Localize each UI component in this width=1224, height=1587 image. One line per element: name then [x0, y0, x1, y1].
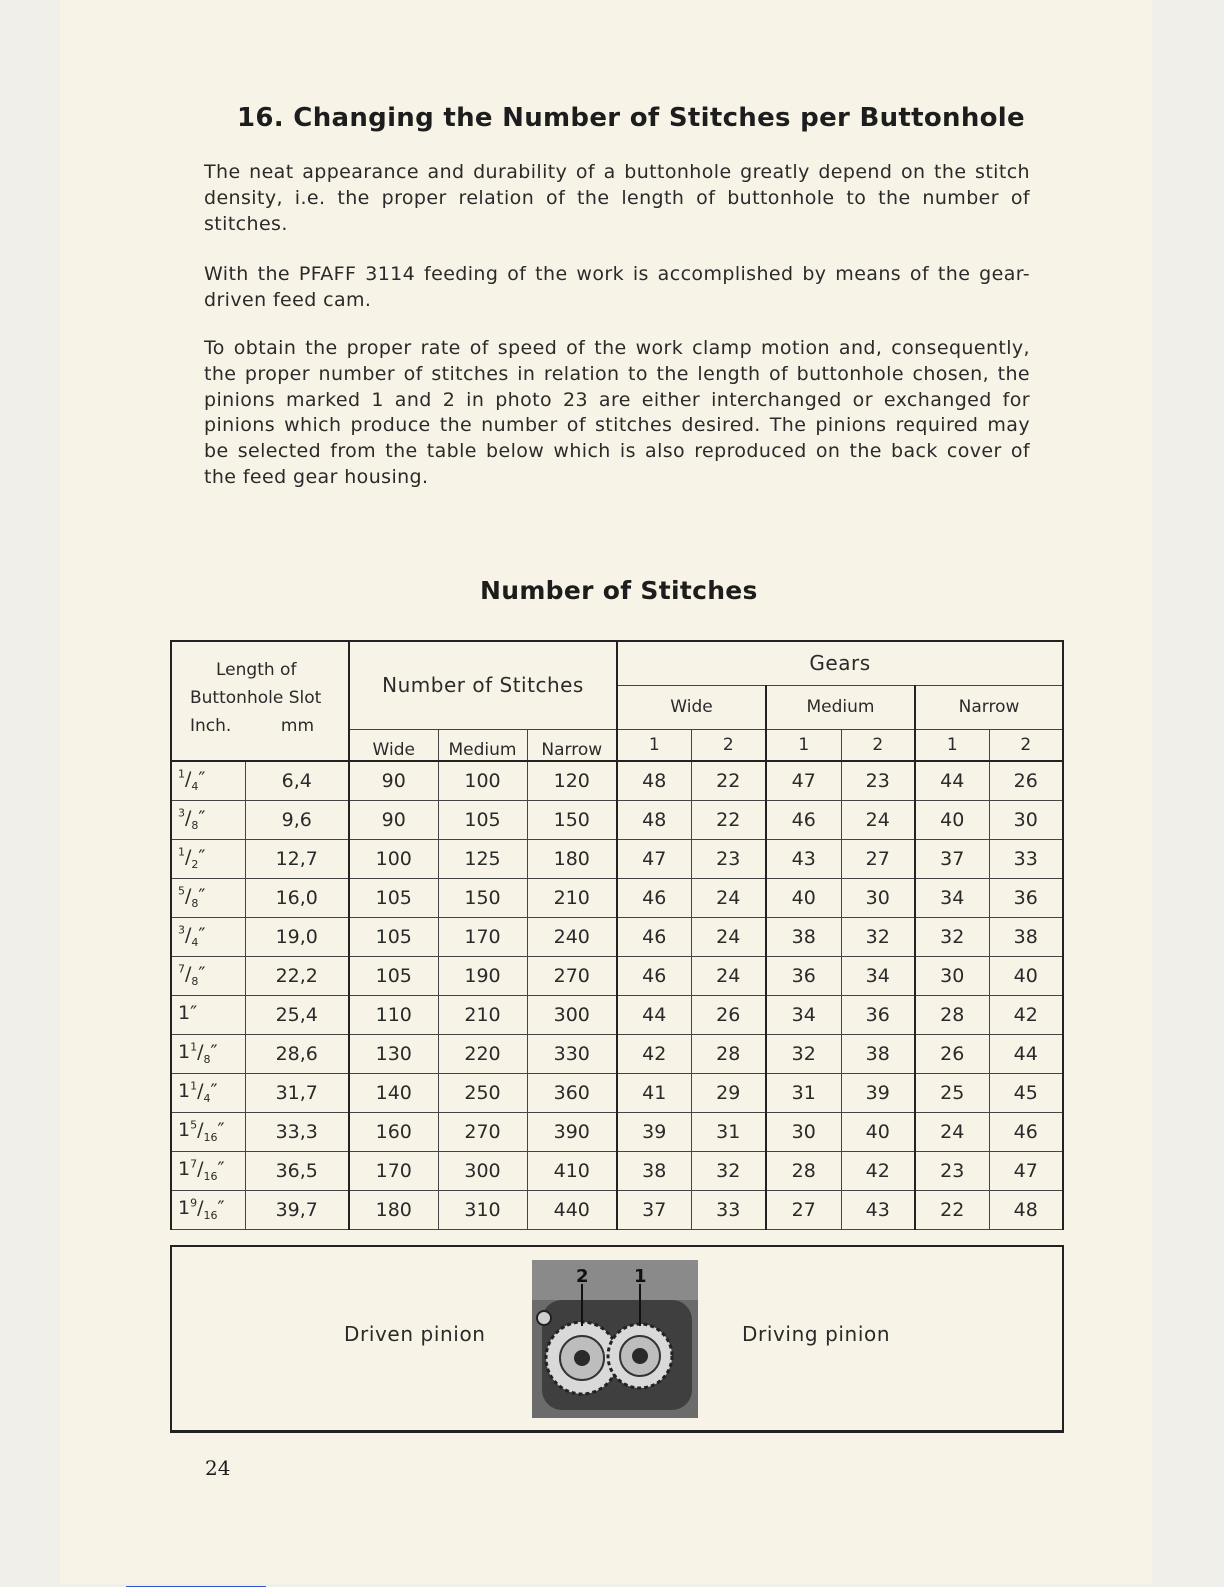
mm-cell: 33,3 — [245, 1112, 349, 1151]
gear-wide-2-cell: 26 — [691, 995, 766, 1034]
gear-wide-1-cell: 47 — [617, 839, 691, 878]
gear-medium-2-cell: 43 — [841, 1190, 915, 1229]
inch-fraction — [178, 1196, 225, 1223]
stitches-medium-cell: 310 — [438, 1190, 527, 1229]
gear-medium-2-cell: 42 — [841, 1151, 915, 1190]
stitches-narrow-cell: 410 — [527, 1151, 617, 1190]
inch-cell — [171, 761, 245, 801]
inch-denominator: 8 — [191, 975, 199, 989]
gear-narrow-2-cell: 30 — [989, 800, 1063, 839]
gear-narrow-2-cell: 26 — [989, 761, 1063, 801]
gear-narrow-1-cell: 23 — [915, 1151, 989, 1190]
inch-numerator: 9 — [190, 1196, 198, 1210]
gear-wide-2-cell: 33 — [691, 1190, 766, 1229]
inch-mark: ″ — [217, 1197, 225, 1220]
stitches-narrow-cell: 360 — [527, 1073, 617, 1112]
inch-mark: ″ — [190, 1002, 198, 1025]
gear-wide-2-cell: 24 — [691, 878, 766, 917]
inch-cell — [171, 1073, 245, 1112]
inch-fraction — [178, 1157, 225, 1184]
inch-fraction — [178, 1002, 197, 1024]
fraction-slash: / — [185, 807, 192, 830]
inch-fraction — [178, 767, 206, 794]
inch-numerator: 7 — [190, 1157, 198, 1171]
stitches-wide-cell: 90 — [349, 761, 438, 801]
stitches-narrow-cell: 120 — [527, 761, 617, 801]
mm-cell: 39,7 — [245, 1190, 349, 1229]
inch-cell — [171, 917, 245, 956]
gear-wide-1-cell: 48 — [617, 800, 691, 839]
fraction-slash: / — [197, 1080, 204, 1103]
driving-pinion-label: Driving pinion — [742, 1322, 891, 1346]
driven-pinion-label: Driven pinion — [344, 1322, 486, 1346]
gear-wide-1-cell: 48 — [617, 761, 691, 801]
stitches-wide-cell: 130 — [349, 1034, 438, 1073]
gears-header: Gears — [617, 641, 1063, 685]
stitches-wide-cell: 140 — [349, 1073, 438, 1112]
gear-medium-1-cell: 38 — [766, 917, 841, 956]
gear-medium-2-header: 2 — [841, 729, 915, 761]
inch-fraction — [178, 806, 206, 833]
gear-medium-2-cell: 38 — [841, 1034, 915, 1073]
stitches-narrow-header: Narrow — [527, 729, 617, 761]
inch-denominator: 16 — [203, 1209, 218, 1223]
gear-medium-1-cell: 32 — [766, 1034, 841, 1073]
gear-narrow-2-cell: 47 — [989, 1151, 1063, 1190]
mm-cell: 16,0 — [245, 878, 349, 917]
gears-wide-header: Wide — [617, 685, 766, 729]
gear-wide-2-cell: 23 — [691, 839, 766, 878]
gear-wide-1-cell: 46 — [617, 878, 691, 917]
gear-medium-2-cell: 32 — [841, 917, 915, 956]
stitches-wide-cell: 180 — [349, 1190, 438, 1229]
inch-mark: ″ — [210, 1041, 218, 1064]
inch-numerator: 3 — [178, 923, 185, 937]
marker-2-label: 2 — [576, 1266, 589, 1287]
inch-whole: 1 — [178, 1197, 191, 1220]
fraction-slash: / — [185, 768, 192, 791]
pinion-photo-caption — [170, 1245, 1064, 1433]
table-row — [171, 761, 1063, 801]
stitches-narrow-cell: 150 — [527, 800, 617, 839]
gear-medium-1-cell: 31 — [766, 1073, 841, 1112]
inch-whole: 1 — [178, 1158, 191, 1181]
fraction-slash: / — [185, 924, 192, 947]
gear-medium-2-cell: 36 — [841, 995, 915, 1034]
inch-fraction — [178, 1079, 218, 1106]
inch-numerator: 1 — [190, 1040, 198, 1054]
mm-cell: 36,5 — [245, 1151, 349, 1190]
gear-medium-2-cell: 23 — [841, 761, 915, 801]
inch-whole: 1 — [178, 1119, 191, 1142]
gear-wide-1-cell: 38 — [617, 1151, 691, 1190]
page-number: 24 — [205, 1456, 231, 1480]
pinions-paragraph: To obtain the proper rate of speed of the work clamp motion and, consequently, the proper number of stitches in relation to the length of buttonhole chosen, the pinions marked 1 and 2 in photo 23 are either interchanged or exchanged for pinions which produce the number of stitches desired. The pinions required may be selected from the table below which is also reproduced on the back cover of the feed gear housing. — [204, 337, 1030, 488]
inch-cell — [171, 1190, 245, 1229]
stitches-wide-cell: 105 — [349, 917, 438, 956]
gear-wide-1-cell: 46 — [617, 956, 691, 995]
gear-wide-2-cell: 24 — [691, 917, 766, 956]
stitches-wide-cell: 90 — [349, 800, 438, 839]
gear-narrow-2-cell: 38 — [989, 917, 1063, 956]
gear-narrow-2-cell: 48 — [989, 1190, 1063, 1229]
stitches-wide-header: Wide — [349, 729, 438, 761]
inch-cell — [171, 1151, 245, 1190]
mm-cell: 19,0 — [245, 917, 349, 956]
stitches-wide-cell: 160 — [349, 1112, 438, 1151]
inch-cell — [171, 839, 245, 878]
inch-mark: ″ — [217, 1158, 225, 1181]
inch-whole: 1 — [178, 1002, 191, 1025]
gear-narrow-1-cell: 24 — [915, 1112, 989, 1151]
gear-medium-1-cell: 47 — [766, 761, 841, 801]
inch-denominator: 8 — [191, 897, 199, 911]
length-header — [171, 641, 349, 761]
section-heading: 16. Changing the Number of Stitches per Buttonhole — [237, 103, 1025, 133]
gear-medium-2-cell: 34 — [841, 956, 915, 995]
inch-denominator: 8 — [191, 819, 199, 833]
inch-denominator: 4 — [191, 780, 199, 794]
mm-cell: 9,6 — [245, 800, 349, 839]
gear-medium-1-cell: 40 — [766, 878, 841, 917]
gear-narrow-1-cell: 32 — [915, 917, 989, 956]
inch-numerator: 5 — [178, 884, 185, 898]
inch-fraction — [178, 1040, 218, 1067]
mm-cell: 28,6 — [245, 1034, 349, 1073]
gear-medium-2-cell: 39 — [841, 1073, 915, 1112]
stitches-medium-cell: 270 — [438, 1112, 527, 1151]
inch-mark: ″ — [198, 963, 206, 986]
gear-narrow-2-cell: 40 — [989, 956, 1063, 995]
gear-wide-1-cell: 42 — [617, 1034, 691, 1073]
table-row — [171, 1112, 1063, 1151]
gear-wide-2-cell: 29 — [691, 1073, 766, 1112]
inch-mark: ″ — [198, 846, 206, 869]
inch-denominator: 4 — [191, 936, 199, 950]
inch-fraction — [178, 884, 206, 911]
gear-wide-1-cell: 37 — [617, 1190, 691, 1229]
inch-numerator: 3 — [178, 806, 185, 820]
length-header-line1: Length of — [216, 660, 297, 680]
inch-numerator: 1 — [190, 1079, 198, 1093]
stitches-wide-cell: 110 — [349, 995, 438, 1034]
stitches-narrow-cell: 210 — [527, 878, 617, 917]
gear-narrow-2-cell: 45 — [989, 1073, 1063, 1112]
stitches-narrow-cell: 330 — [527, 1034, 617, 1073]
stitches-medium-cell: 300 — [438, 1151, 527, 1190]
stitches-header: Number of Stitches — [349, 641, 617, 729]
table-row — [171, 917, 1063, 956]
gear-narrow-1-cell: 44 — [915, 761, 989, 801]
gear-medium-1-cell: 27 — [766, 1190, 841, 1229]
gear-medium-1-header: 1 — [766, 729, 841, 761]
gear-narrow-1-cell: 25 — [915, 1073, 989, 1112]
stitches-medium-cell: 250 — [438, 1073, 527, 1112]
stitch-table-container — [170, 640, 1064, 1230]
table-row — [171, 1190, 1063, 1229]
gear-medium-2-cell: 24 — [841, 800, 915, 839]
gear-wide-1-cell: 44 — [617, 995, 691, 1034]
gear-wide-2-cell: 22 — [691, 800, 766, 839]
gear-wide-1-cell: 46 — [617, 917, 691, 956]
inch-numerator: 7 — [178, 962, 185, 976]
inch-mark: ″ — [198, 924, 206, 947]
stitch-table-body — [171, 761, 1063, 1230]
table-row — [171, 1151, 1063, 1190]
table-row — [171, 995, 1063, 1034]
pinion-photo — [532, 1260, 698, 1418]
mm-cell: 25,4 — [245, 995, 349, 1034]
fraction-slash: / — [185, 846, 192, 869]
gear-wide-2-cell: 32 — [691, 1151, 766, 1190]
gear-wide-2-cell: 24 — [691, 956, 766, 995]
inch-denominator: 16 — [203, 1170, 218, 1184]
gear-wide-2-header: 2 — [691, 729, 766, 761]
stitches-narrow-cell: 270 — [527, 956, 617, 995]
stitches-medium-cell: 170 — [438, 917, 527, 956]
stitches-narrow-cell: 300 — [527, 995, 617, 1034]
gear-narrow-2-header: 2 — [989, 729, 1063, 761]
gear-medium-1-cell: 28 — [766, 1151, 841, 1190]
gear-narrow-2-cell: 44 — [989, 1034, 1063, 1073]
stitches-medium-cell: 150 — [438, 878, 527, 917]
gears-narrow-header: Narrow — [915, 685, 1063, 729]
gear-wide-2-cell: 28 — [691, 1034, 766, 1073]
pinion-gears-illustration — [532, 1260, 698, 1418]
inch-cell — [171, 800, 245, 839]
inch-cell — [171, 878, 245, 917]
fraction-slash: / — [197, 1041, 204, 1064]
inch-whole: 1 — [178, 1080, 191, 1103]
mm-cell: 31,7 — [245, 1073, 349, 1112]
inch-cell — [171, 1112, 245, 1151]
gear-narrow-1-header: 1 — [915, 729, 989, 761]
table-row — [171, 1073, 1063, 1112]
inch-cell — [171, 995, 245, 1034]
inch-mark: ″ — [198, 807, 206, 830]
inch-fraction — [178, 923, 206, 950]
gear-wide-2-cell: 31 — [691, 1112, 766, 1151]
inch-denominator: 16 — [203, 1131, 218, 1145]
inch-denominator: 8 — [203, 1053, 211, 1067]
gear-narrow-2-cell: 33 — [989, 839, 1063, 878]
stitch-table — [170, 640, 1064, 1230]
inch-denominator: 4 — [203, 1092, 211, 1106]
gear-medium-2-cell: 27 — [841, 839, 915, 878]
mm-header: mm — [280, 716, 315, 736]
gear-narrow-2-cell: 46 — [989, 1112, 1063, 1151]
fraction-slash: / — [197, 1197, 204, 1220]
gears-medium-header: Medium — [766, 685, 915, 729]
gear-medium-1-cell: 30 — [766, 1112, 841, 1151]
gear-narrow-1-cell: 26 — [915, 1034, 989, 1073]
inch-whole: 1 — [178, 1041, 191, 1064]
inch-denominator: 2 — [191, 858, 199, 872]
table-row — [171, 878, 1063, 917]
inch-numerator: 1 — [178, 845, 185, 859]
gear-medium-2-cell: 40 — [841, 1112, 915, 1151]
inch-header: Inch. — [190, 716, 232, 736]
feeding-paragraph: With the PFAFF 3114 feeding of the work is accomplished by means of the gear-driven feed cam. — [204, 263, 1030, 311]
table-row — [171, 1034, 1063, 1073]
gear-narrow-1-cell: 30 — [915, 956, 989, 995]
gear-medium-1-cell: 34 — [766, 995, 841, 1034]
inch-mark: ″ — [217, 1119, 225, 1142]
gear-medium-1-cell: 43 — [766, 839, 841, 878]
table-row — [171, 839, 1063, 878]
stitches-narrow-cell: 440 — [527, 1190, 617, 1229]
stitches-narrow-cell: 240 — [527, 917, 617, 956]
fraction-slash: / — [185, 963, 192, 986]
inch-fraction — [178, 962, 206, 989]
inch-mark: ″ — [198, 885, 206, 908]
mm-cell: 22,2 — [245, 956, 349, 995]
stitches-wide-cell: 105 — [349, 956, 438, 995]
inch-mark: ″ — [210, 1080, 218, 1103]
gear-medium-1-cell: 46 — [766, 800, 841, 839]
stitches-medium-cell: 125 — [438, 839, 527, 878]
gear-narrow-1-cell: 37 — [915, 839, 989, 878]
gear-narrow-1-cell: 28 — [915, 995, 989, 1034]
intro-paragraph: The neat appearance and durability of a buttonhole greatly depend on the stitch density, i.e. the proper relation of the length of buttonhole to the number of stitches. — [204, 161, 1030, 235]
stitches-medium-cell: 105 — [438, 800, 527, 839]
fraction-slash: / — [197, 1119, 204, 1142]
table-row — [171, 800, 1063, 839]
gear-wide-1-cell: 39 — [617, 1112, 691, 1151]
gear-narrow-2-cell: 36 — [989, 878, 1063, 917]
gear-medium-1-cell: 36 — [766, 956, 841, 995]
table-row — [171, 956, 1063, 995]
gear-narrow-1-cell: 34 — [915, 878, 989, 917]
stitches-medium-cell: 220 — [438, 1034, 527, 1073]
mm-cell: 12,7 — [245, 839, 349, 878]
stitches-narrow-cell: 390 — [527, 1112, 617, 1151]
inch-cell — [171, 956, 245, 995]
mm-cell: 6,4 — [245, 761, 349, 801]
table-title: Number of Stitches — [480, 576, 758, 605]
gear-wide-1-header: 1 — [617, 729, 691, 761]
stitches-medium-cell: 210 — [438, 995, 527, 1034]
stitches-medium-header: Medium — [438, 729, 527, 761]
gear-medium-2-cell: 30 — [841, 878, 915, 917]
inch-cell — [171, 1034, 245, 1073]
stitches-medium-cell: 190 — [438, 956, 527, 995]
inch-numerator: 1 — [178, 767, 185, 781]
inch-mark: ″ — [198, 768, 206, 791]
inch-fraction — [178, 845, 206, 872]
gear-narrow-1-cell: 22 — [915, 1190, 989, 1229]
fraction-slash: / — [185, 885, 192, 908]
fraction-slash: / — [197, 1158, 204, 1181]
stitches-wide-cell: 170 — [349, 1151, 438, 1190]
inch-fraction — [178, 1118, 225, 1145]
inch-numerator: 5 — [190, 1118, 198, 1132]
stitches-narrow-cell: 180 — [527, 839, 617, 878]
length-header-line2: Buttonhole Slot — [190, 688, 322, 708]
gear-narrow-2-cell: 42 — [989, 995, 1063, 1034]
marker-1-label: 1 — [634, 1266, 647, 1287]
stitches-wide-cell: 100 — [349, 839, 438, 878]
stitches-wide-cell: 105 — [349, 878, 438, 917]
gear-narrow-1-cell: 40 — [915, 800, 989, 839]
stitches-medium-cell: 100 — [438, 761, 527, 801]
gear-wide-2-cell: 22 — [691, 761, 766, 801]
gear-wide-1-cell: 41 — [617, 1073, 691, 1112]
